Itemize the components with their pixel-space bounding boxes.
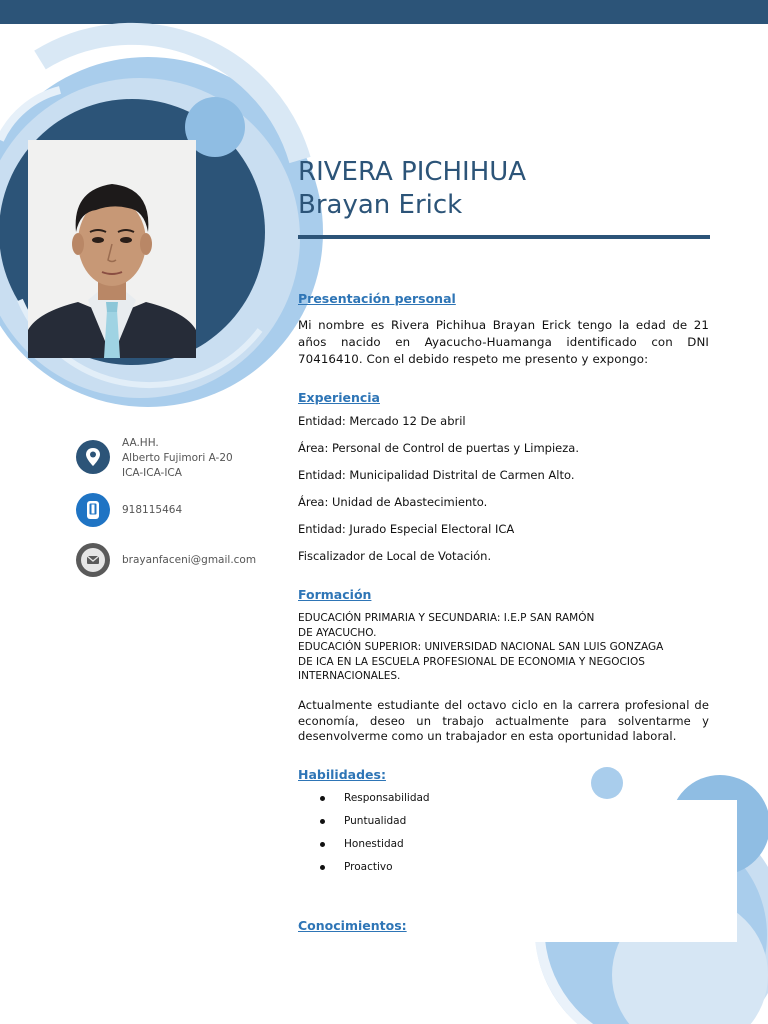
bullet-icon [320,842,325,847]
experience-line: Área: Unidad de Abastecimiento. [298,495,488,509]
education-line: INTERNACIONALES. [298,670,401,682]
profile-photo [28,140,196,358]
experience-section [298,390,709,406]
address-line-3: ICA-ICA-ICA [122,467,182,479]
address-line-2: Alberto Fujimori A-20 [122,452,233,464]
knowledge-title: Conocimientos: [298,918,407,933]
experience-line: Área: Personal de Control de puertas y Limpieza. [298,441,579,455]
address-line-1: AA.HH. [122,437,159,449]
experience-title: Experiencia [298,390,380,405]
bullet-icon [320,796,325,801]
education-line: EDUCACIÓN SUPERIOR: UNIVERSIDAD NACIONAL SAN LUIS GONZAGA [298,641,664,653]
phone-number: 918115464 [122,504,183,516]
skill-label: Proactivo [344,861,393,873]
candidate-name [298,156,526,222]
email-address[interactable]: brayanfaceni@gmail.com [122,554,257,566]
experience-line: Entidad: Municipalidad Distrital de Carmen Alto. [298,468,575,482]
phone-icon [76,493,110,527]
presentation-title: Presentación personal [298,291,456,306]
last-name: RIVERA PICHIHUA [298,157,527,187]
email-icon [76,543,110,577]
education-line: DE AYACUCHO. [298,626,377,639]
education-list [298,611,709,684]
experience-line: Entidad: Jurado Especial Electoral ICA [298,522,515,536]
bullet-icon [320,819,325,824]
education-section [298,587,709,603]
education-paragraph-wrap [298,698,709,745]
first-name: Brayan Erick [298,190,463,220]
name-divider [298,235,710,239]
skill-label: Puntualidad [344,815,407,827]
experience-line: Fiscalizador de Local de Votación. [298,549,492,563]
knowledge-section [298,918,709,934]
education-title: Formación [298,587,372,602]
education-paragraph: Actualmente estudiante del octavo ciclo en la carrera profesional de economía, deseo un trabajo actualmente para solventarme y desenvolverme como un trabajador en esta oportunidad laboral. [298,698,709,743]
presentation-text: Mi nombre es Rivera Pichihua Brayan Erick tengo la edad de 21 años nacido en Ayacucho-Huamanga identificado con DNI 70416410. Con el debido respeto me presento y expongo: [298,318,709,366]
skills-title: Habilidades: [298,767,386,782]
presentation-section [298,291,709,368]
skills-section [298,767,709,783]
skill-label: Honestidad [344,838,404,850]
address-text [122,436,233,481]
location-icon [76,440,110,474]
experience-line: Entidad: Mercado 12 De abril [298,414,466,428]
education-line: EDUCACIÓN PRIMARIA Y SECUNDARIA: I.E.P SAN RAMÓN [298,612,595,624]
skill-label: Responsabilidad [344,792,430,804]
education-line: DE ICA EN LA ESCUELA PROFESIONAL DE ECONOMIA Y NEGOCIOS [298,655,645,668]
bullet-icon [320,865,325,870]
